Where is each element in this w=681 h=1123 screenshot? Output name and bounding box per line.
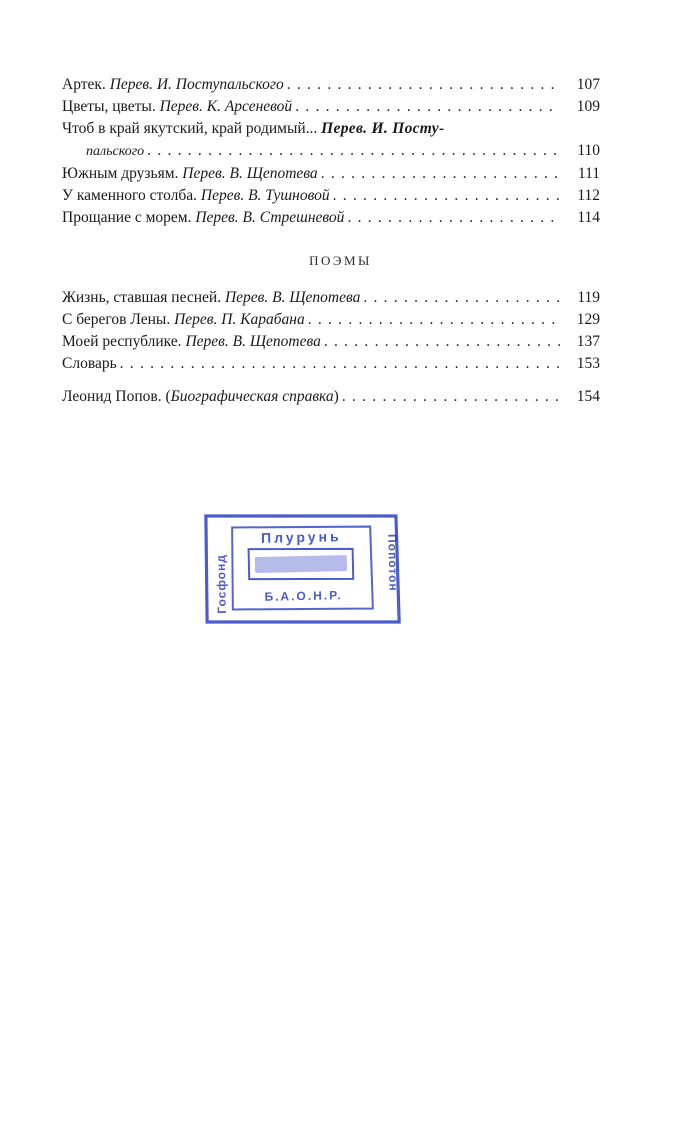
entry-translator: Перев. В. Щепотева	[224, 289, 361, 306]
toc-entry	[62, 353, 600, 375]
leader-dots	[321, 331, 560, 353]
entry-translator: Перев. В. Щепотева	[185, 333, 321, 350]
toc-entry	[62, 185, 600, 207]
toc-list-long-poems	[62, 287, 600, 375]
entry-title: Прощание с морем.	[62, 209, 192, 226]
toc-entry	[62, 386, 600, 408]
stamp-top-text: Плурунь	[260, 528, 342, 546]
entry-title: Леонид Попов. (	[62, 388, 171, 405]
page-number: 114	[577, 209, 600, 226]
leader-dots	[292, 96, 560, 118]
section-heading: ПОЭМЫ	[309, 253, 372, 268]
page-number: 137	[576, 333, 600, 350]
page-number: 119	[577, 289, 600, 306]
page-number: 107	[576, 76, 600, 93]
leader-dots	[318, 163, 560, 185]
stamp-graphic	[202, 506, 402, 630]
entry-title: Артек.	[62, 76, 106, 93]
entry-title: Цветы, цветы.	[62, 98, 156, 115]
toc-entry	[62, 118, 600, 140]
leader-dots	[117, 353, 560, 375]
toc-entry	[62, 96, 600, 118]
leader-dots	[339, 386, 560, 408]
page-number: 109	[576, 98, 600, 115]
page-number: 112	[577, 187, 600, 204]
entry-translator: Перев. И. Посту-	[321, 120, 445, 137]
toc-entry	[62, 163, 600, 185]
toc-entry	[62, 74, 600, 96]
leader-dots	[305, 309, 560, 331]
entry-translator: Перев. В. Стрешневой	[195, 209, 345, 226]
leader-dots	[344, 207, 560, 229]
leader-dots	[284, 74, 560, 96]
toc-entry-continuation	[62, 140, 600, 163]
toc-entry	[62, 309, 600, 331]
stamp-right-text: Попотон	[385, 533, 401, 592]
page-number: 129	[576, 311, 600, 328]
library-stamp	[202, 506, 402, 630]
entry-translator: Перев. И. Поступальского	[109, 76, 284, 93]
entry-title-end: )	[333, 388, 339, 405]
leader-dots	[330, 185, 560, 207]
stamp-bottom-text: Б.А.О.Н.Р.	[264, 588, 343, 604]
entry-title: У каменного столба.	[62, 187, 198, 204]
entry-title: Моей республике.	[62, 333, 182, 350]
page-number: 153	[576, 355, 600, 372]
entry-translator-cont: пальского	[86, 144, 145, 159]
entry-translator: Перев. В. Щепотева	[182, 165, 318, 182]
entry-translator: Перев. П. Карабана	[174, 311, 305, 328]
entry-title: Словарь	[62, 355, 117, 372]
toc-entry	[62, 287, 600, 309]
toc-entry	[62, 207, 600, 229]
page-number: 110	[577, 142, 600, 159]
entry-title: Южным друзьям.	[62, 165, 179, 182]
leader-dots	[360, 287, 560, 309]
page-number: 111	[577, 165, 600, 182]
toc-list-poems	[62, 74, 600, 229]
toc-list-appendix	[62, 386, 600, 408]
entry-translator: Перев. К. Арсеневой	[159, 98, 293, 115]
entry-title: Чтоб в край якутский, край родимый...	[62, 120, 318, 137]
entry-title: С берегов Лены.	[62, 311, 171, 328]
entry-translator: Перев. В. Тушновой	[200, 187, 330, 204]
entry-subtitle: Биографическая справка	[170, 388, 334, 405]
leader-dots	[144, 140, 560, 162]
stamp-left-text: Госфонд	[213, 553, 229, 614]
entry-title: Жизнь, ставшая песней.	[62, 289, 222, 306]
toc-entry	[62, 331, 600, 353]
page-number: 154	[576, 388, 600, 405]
